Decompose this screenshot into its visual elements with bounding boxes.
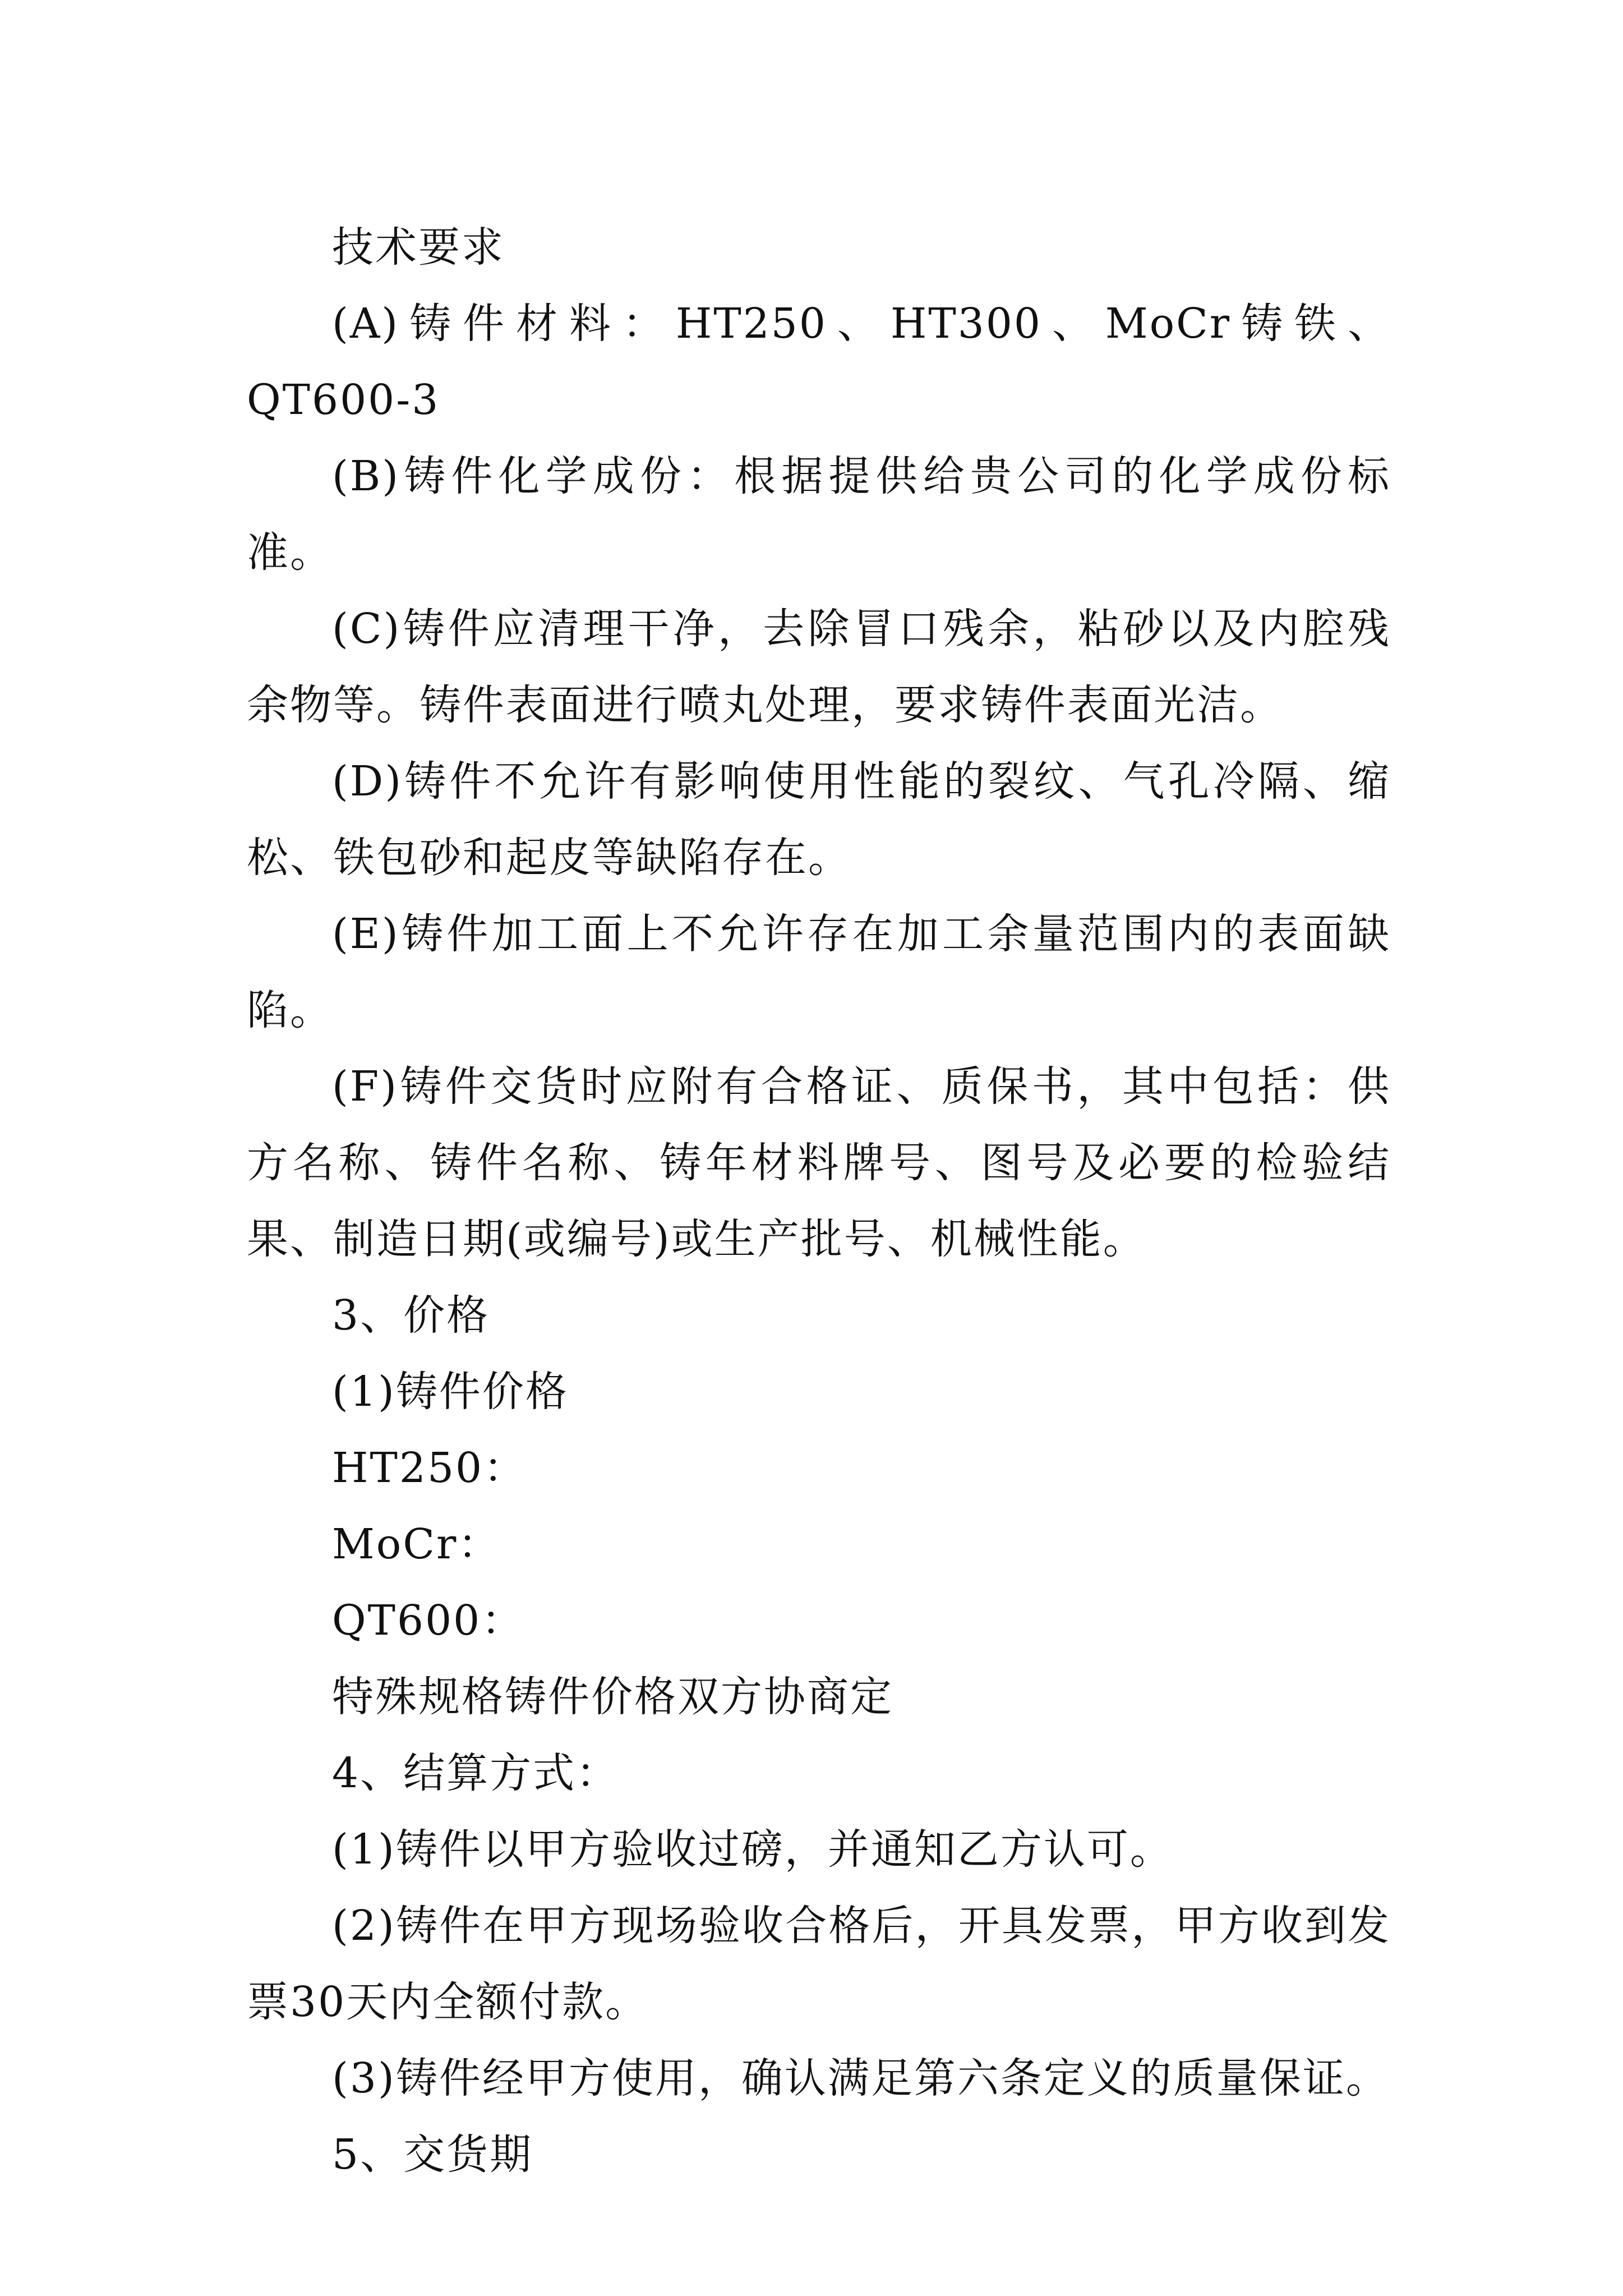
price-ht250: HT250： xyxy=(332,1444,527,1492)
clause-b-chemistry: (B)铸件化学成份：根据提供给贵公司的化学成份标准。 xyxy=(247,452,1391,577)
document-body xyxy=(247,209,1391,2193)
clause-c-cleaning: (C)铸件应清理干净，去除冒口残余，粘砂以及内腔残余物等。铸件表面进行喷丸处理，要求铸件表面光洁。 xyxy=(247,605,1391,729)
price-qt600: QT600： xyxy=(332,1596,525,1645)
clause-e-machined-surface: (E)铸件加工面上不允许存在加工余量范围内的表面缺陷。 xyxy=(247,910,1391,1034)
section-5-delivery: 5、交货期 xyxy=(332,2131,533,2179)
price-mocr: MoCr： xyxy=(332,1520,501,1568)
section-4-settlement: 4、结算方式： xyxy=(332,1749,620,1797)
settlement-item-3: (3)铸件经甲方使用，确认满足第六条定义的质量保证。 xyxy=(332,2054,1389,2102)
settlement-item-1: (1)铸件以甲方验收过磅，并通知乙方认可。 xyxy=(332,1825,1173,1874)
settlement-item-2: (2)铸件在甲方现场验收合格后，开具发票，甲方收到发票30天内全额付款。 xyxy=(247,1902,1391,2026)
price-item-1: (1)铸件价格 xyxy=(332,1368,569,1416)
heading-tech-requirements: 技术要求 xyxy=(332,223,505,272)
clause-d-defects: (D)铸件不允许有影响使用性能的裂纹、气孔冷隔、缩松、铁包砂和起皮等缺陷存在。 xyxy=(247,757,1391,882)
section-3-price: 3、价格 xyxy=(332,1291,490,1340)
price-special: 特殊规格铸件价格双方协商定 xyxy=(332,1673,893,1721)
clause-a-material: (A)铸件材料：HT250、HT300、MoCr铸铁、QT600-3 xyxy=(247,300,1391,424)
clause-f-certificate: (F)铸件交货时应附有合格证、质保书，其中包括：供方名称、铸件名称、铸年材料牌号、图号及必要的检验结果、制造日期(或编号)或生产批号、机械性能。 xyxy=(247,1062,1391,1263)
